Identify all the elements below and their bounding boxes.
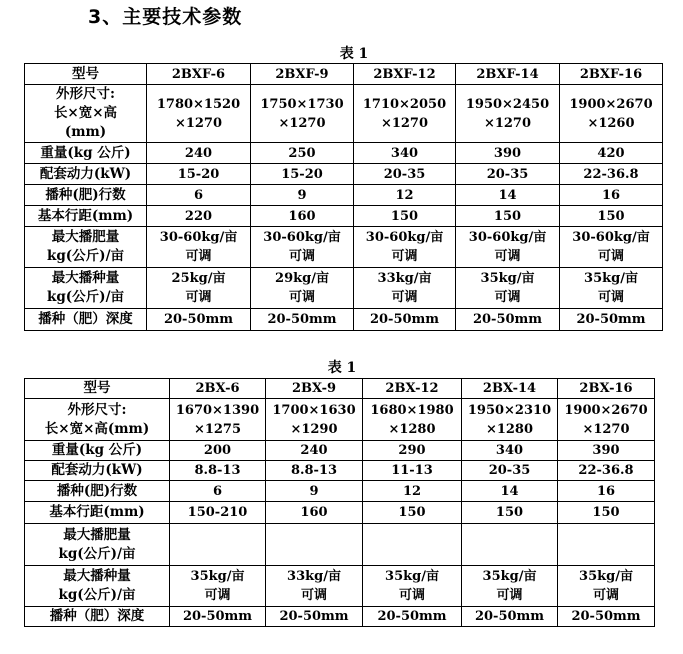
model-header-cell: 2BX-14: [462, 379, 558, 399]
model-header-cell: 2BXF-9: [251, 64, 354, 85]
table1-caption: 表 1: [339, 46, 369, 62]
value-cell: [558, 524, 655, 566]
value-cell: 6: [170, 481, 266, 502]
value-cell: 35kg/亩 可调: [456, 268, 560, 309]
table-row: [25, 524, 655, 566]
row-label-cell: 外形尺寸: 长×宽×高(mm): [25, 399, 170, 441]
value-cell: 20-50mm: [170, 607, 266, 627]
table-row: [25, 85, 663, 143]
row-label-cell: 重量(kg 公斤): [25, 143, 147, 164]
value-cell: 14: [462, 481, 558, 502]
value-cell: 20-50mm: [560, 309, 663, 331]
value-cell: 8.8-13: [170, 461, 266, 481]
value-cell: 20-50mm: [462, 607, 558, 627]
model-header-cell: 2BXF-14: [456, 64, 560, 85]
value-cell: 150: [354, 206, 456, 227]
value-cell: 30-60kg/亩 可调: [456, 227, 560, 268]
value-cell: 30-60kg/亩 可调: [251, 227, 354, 268]
value-cell: 20-50mm: [456, 309, 560, 331]
table-header-row: [25, 64, 663, 85]
value-cell: 30-60kg/亩 可调: [147, 227, 251, 268]
value-cell: 33kg/亩 可调: [354, 268, 456, 309]
value-cell: 1750×1730 ×1270: [251, 85, 354, 143]
value-cell: 150: [363, 502, 462, 524]
value-cell: 15-20: [251, 164, 354, 185]
value-cell: [266, 524, 363, 566]
value-cell: 12: [354, 185, 456, 206]
value-cell: 30-60kg/亩 可调: [560, 227, 663, 268]
row-label-cell: 最大播种量 kg(公斤)/亩: [25, 566, 170, 607]
value-cell: [170, 524, 266, 566]
value-cell: 1950×2310 ×1280: [462, 399, 558, 441]
row-label-cell: 播种（肥）深度: [25, 607, 170, 627]
value-cell: 340: [354, 143, 456, 164]
value-cell: 20-35: [354, 164, 456, 185]
value-cell: 20-50mm: [147, 309, 251, 331]
model-header-cell: 2BX-16: [558, 379, 655, 399]
value-cell: 20-50mm: [251, 309, 354, 331]
value-cell: 20-35: [456, 164, 560, 185]
value-cell: 35kg/亩 可调: [462, 566, 558, 607]
table-row: [25, 143, 663, 164]
table-row: [25, 461, 655, 481]
row-label-cell: 外形尺寸: 长×宽×高 (mm): [25, 85, 147, 143]
value-cell: 9: [266, 481, 363, 502]
row-label-cell: 播种（肥）深度: [25, 309, 147, 331]
value-cell: 22-36.8: [558, 461, 655, 481]
value-cell: 35kg/亩 可调: [558, 566, 655, 607]
table-header-row: [25, 379, 655, 399]
value-cell: 29kg/亩 可调: [251, 268, 354, 309]
value-cell: 240: [147, 143, 251, 164]
value-cell: 16: [558, 481, 655, 502]
row-label-cell: 配套动力(kW): [25, 164, 147, 185]
section-heading: 3、主要技术参数: [88, 6, 243, 28]
value-cell: [363, 524, 462, 566]
value-cell: 14: [456, 185, 560, 206]
table-row: [25, 309, 663, 331]
row-label-cell: 播种(肥)行数: [25, 185, 147, 206]
value-cell: 390: [558, 441, 655, 461]
header-label-cell: 型号: [25, 64, 147, 85]
value-cell: 20-50mm: [363, 607, 462, 627]
value-cell: 1900×2670 ×1270: [558, 399, 655, 441]
value-cell: 35kg/亩 可调: [363, 566, 462, 607]
spec-table-2bx: [24, 378, 655, 627]
value-cell: 1700×1630 ×1290: [266, 399, 363, 441]
value-cell: 150: [462, 502, 558, 524]
value-cell: 1710×2050 ×1270: [354, 85, 456, 143]
value-cell: 20-50mm: [558, 607, 655, 627]
value-cell: 22-36.8: [560, 164, 663, 185]
row-label-cell: 最大播种量 kg(公斤)/亩: [25, 268, 147, 309]
value-cell: 390: [456, 143, 560, 164]
value-cell: 30-60kg/亩 可调: [354, 227, 456, 268]
model-header-cell: 2BXF-12: [354, 64, 456, 85]
model-header-cell: 2BXF-6: [147, 64, 251, 85]
row-label-cell: 最大播肥量 kg(公斤)/亩: [25, 524, 170, 566]
value-cell: 150: [558, 502, 655, 524]
value-cell: 12: [363, 481, 462, 502]
model-header-cell: 2BX-6: [170, 379, 266, 399]
value-cell: 16: [560, 185, 663, 206]
value-cell: 8.8-13: [266, 461, 363, 481]
value-cell: 250: [251, 143, 354, 164]
value-cell: 1780×1520 ×1270: [147, 85, 251, 143]
table-row: [25, 607, 655, 627]
value-cell: 25kg/亩 可调: [147, 268, 251, 309]
value-cell: 20-50mm: [354, 309, 456, 331]
table-row: [25, 227, 663, 268]
spec-table-2bxf: [24, 63, 663, 331]
table-row: [25, 481, 655, 502]
value-cell: 1900×2670 ×1260: [560, 85, 663, 143]
table-row: [25, 164, 663, 185]
table-row: [25, 502, 655, 524]
value-cell: 1670×1390 ×1275: [170, 399, 266, 441]
table-row: [25, 206, 663, 227]
table-row: [25, 185, 663, 206]
value-cell: 150: [456, 206, 560, 227]
table-row: [25, 399, 655, 441]
value-cell: 33kg/亩 可调: [266, 566, 363, 607]
row-label-cell: 配套动力(kW): [25, 461, 170, 481]
value-cell: 20-35: [462, 461, 558, 481]
value-cell: 20-50mm: [266, 607, 363, 627]
table-row: [25, 566, 655, 607]
row-label-cell: 播种(肥)行数: [25, 481, 170, 502]
row-label-cell: 重量(kg 公斤): [25, 441, 170, 461]
value-cell: 340: [462, 441, 558, 461]
row-label-cell: 最大播肥量 kg(公斤)/亩: [25, 227, 147, 268]
table2-caption: 表 1: [327, 360, 357, 376]
table-row: [25, 268, 663, 309]
value-cell: 6: [147, 185, 251, 206]
row-label-cell: 基本行距(mm): [25, 206, 147, 227]
table-row: [25, 441, 655, 461]
value-cell: 1950×2450 ×1270: [456, 85, 560, 143]
value-cell: 150-210: [170, 502, 266, 524]
value-cell: 150: [560, 206, 663, 227]
value-cell: 35kg/亩 可调: [560, 268, 663, 309]
model-header-cell: 2BX-9: [266, 379, 363, 399]
header-label-cell: 型号: [25, 379, 170, 399]
value-cell: 420: [560, 143, 663, 164]
value-cell: 160: [266, 502, 363, 524]
value-cell: 160: [251, 206, 354, 227]
value-cell: 35kg/亩 可调: [170, 566, 266, 607]
value-cell: 200: [170, 441, 266, 461]
value-cell: 1680×1980 ×1280: [363, 399, 462, 441]
value-cell: 240: [266, 441, 363, 461]
value-cell: 220: [147, 206, 251, 227]
value-cell: 15-20: [147, 164, 251, 185]
value-cell: 9: [251, 185, 354, 206]
model-header-cell: 2BXF-16: [560, 64, 663, 85]
row-label-cell: 基本行距(mm): [25, 502, 170, 524]
value-cell: 11-13: [363, 461, 462, 481]
value-cell: 290: [363, 441, 462, 461]
value-cell: [462, 524, 558, 566]
model-header-cell: 2BX-12: [363, 379, 462, 399]
